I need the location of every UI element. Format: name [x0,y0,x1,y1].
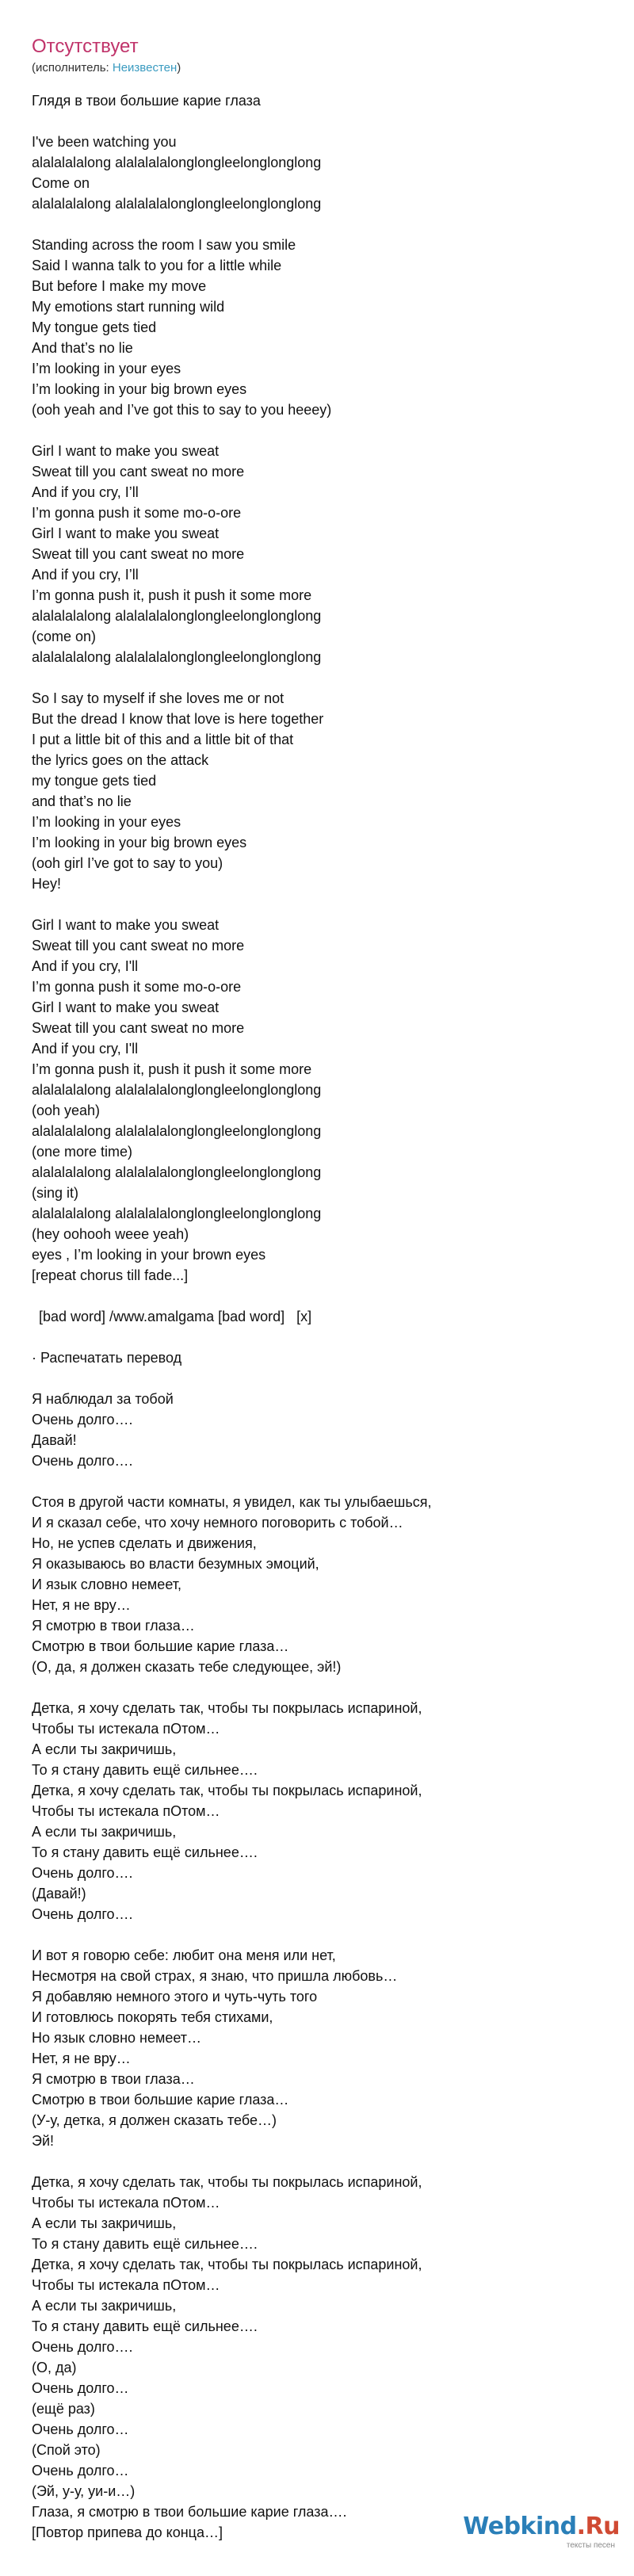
lyric-line: (ooh yeah) [32,1103,101,1118]
lyric-line: alalalalalong alalalalalonglongleelonglonglong [32,1164,322,1180]
print-translation-link[interactable]: · Распечатать перевод [32,1350,182,1366]
lyrics-heading: Глядя в твои большие карие глаза [32,93,261,109]
lyric-line: Очень долго…. [32,1865,133,1881]
lyric-line: Несмотря на свой страх, я знаю, что пришла любовь… [32,1968,398,1984]
lyric-line: alalalalalong alalalalalonglongleelonglonglong [32,608,322,624]
lyric-line: But the dread I know that love is here together [32,711,324,727]
lyric-line: (hey oohooh weee yeah) [32,1226,189,1242]
lyric-line: То я стану давить ещё сильнее…. [32,1844,258,1860]
lyric-line: the lyrics goes on the attack [32,752,209,768]
lyric-line: And if you cry, I’ll [32,567,139,583]
lyric-line: Глаза, я смотрю в твои большие карие глаза…. [32,2504,347,2520]
lyric-line: Sweat till you cant sweat no more [32,938,245,954]
lyric-line: eyes , I’m looking in your brown eyes [32,1247,266,1263]
stanza-gap [32,667,618,688]
source-credit-line: [bad word] /www.amalgama [bad word] [x] [35,1309,312,1324]
lyric-line: And if you cry, I'll [32,1041,139,1057]
lyric-line: And if you cry, I'll [32,958,139,974]
lyric-line: Said I wanna talk to you for a little while [32,258,282,273]
lyric-line: Давай! [32,1432,77,1448]
lyric-line: [Повтор припева до конца…] [32,2524,223,2540]
stanza-gap [32,420,618,441]
lyric-line: Я добавляю немного этого и чуть-чуть того [32,1989,318,2005]
lyric-line: Чтобы ты истекала пОтом… [32,1803,220,1819]
translated-lyrics [32,1389,618,2543]
lyric-line: Я оказываюсь во власти безумных эмоций, [32,1556,319,1572]
lyric-line: Я наблюдал за тобой [32,1391,174,1407]
artist-link[interactable]: Неизвестен [112,61,178,75]
lyric-line: Чтобы ты истекала пОтом… [32,2277,220,2293]
lyric-line: (Эй, у-у, уи-и…) [32,2483,136,2499]
artist-line [32,60,618,76]
lyric-line: Очень долго… [32,2463,129,2479]
stanza [32,441,618,667]
lyric-line: А если ты закричишь, [32,1741,177,1757]
lyric-line: alalalalalong alalalalalonglongleelonglonglong [32,649,322,665]
stanza [32,1698,618,1924]
original-lyrics [32,132,618,1286]
stanza-gap [32,1471,618,1492]
stanza [32,132,618,214]
lyric-line: Sweat till you cant sweat no more [32,1020,245,1036]
lyric-line: Standing across the room I saw you smile [32,237,296,253]
lyric-line: (sing it) [32,1185,79,1201]
lyric-line: Очень долго… [32,2421,129,2437]
artist-suffix: ) [177,61,181,75]
lyric-line: and that’s no lie [32,793,132,809]
stanza-gap [32,1286,618,1306]
stanza [32,235,618,420]
lyrics-body [32,90,618,2543]
lyric-line: [repeat chorus till fade...] [32,1267,189,1283]
lyric-line: Очень долго…. [32,1412,133,1428]
stanza-gap [32,1924,618,1945]
lyric-line: I’m looking in your eyes [32,814,181,830]
lyric-line: Детка, я хочу сделать так, чтобы ты покрылась испариной, [32,1783,422,1798]
lyric-line: (ooh girl I’ve got to say to you) [32,855,223,871]
artist-prefix: (исполнитель: [32,61,113,75]
lyric-line: (ещё раз) [32,2401,95,2417]
stanza [32,915,618,1286]
stanza [32,2172,618,2543]
lyric-line: Но, не успев сделать и движения, [32,1535,257,1551]
print-translation-row [32,1347,618,1368]
lyric-line: Чтобы ты истекала пОтом… [32,1721,220,1737]
lyric-line: Я смотрю в твои глаза… [32,2071,195,2087]
lyric-line: I’m gonna push it, push it push it some more [32,1061,312,1077]
lyric-line: I’m looking in your eyes [32,361,181,376]
lyric-line: My tongue gets tied [32,319,157,335]
lyric-line: I put a little bit of this and a little bit of that [32,732,294,747]
lyric-line: Детка, я хочу сделать так, чтобы ты покрылась испариной, [32,1700,422,1716]
lyric-line: I’m gonna push it some mo-o-ore [32,505,242,521]
stanza-gap [32,111,618,132]
lyric-line: I’m looking in your big brown eyes [32,381,247,397]
lyric-line: Смотрю в твои большие карие глаза… [32,1638,289,1654]
lyric-line: Смотрю в твои большие карие глаза… [32,2092,289,2108]
lyric-line: (Давай!) [32,1886,86,1901]
lyric-line: Очень долго…. [32,2339,133,2355]
lyric-line: То я стану давить ещё сильнее…. [32,1762,258,1778]
lyric-line: Hey! [32,876,62,892]
lyric-line: alalalalalong alalalalalonglongleelonglonglong [32,1206,322,1221]
lyric-line: Sweat till you cant sweat no more [32,464,245,480]
lyric-line: Girl I want to make you sweat [32,999,220,1015]
lyric-line: But before I make my move [32,278,207,294]
lyric-line: То я стану давить ещё сильнее…. [32,2318,258,2334]
lyric-line: А если ты закричишь, [32,1824,177,1840]
lyric-line: I’m gonna push it, push it push it some more [32,587,312,603]
lyric-line: I’m gonna push it some mo-o-ore [32,979,242,995]
lyric-line: (О, да) [32,2360,77,2375]
lyric-line: И готовлюсь покорять тебя стихами, [32,2009,273,2025]
stanza [32,688,618,894]
lyric-line: Чтобы ты истекала пОтом… [32,2195,220,2211]
lyric-line: And that’s no lie [32,340,133,356]
lyric-line: (one more time) [32,1144,133,1160]
lyrics-page [32,35,618,2543]
lyric-line: I've been watching you [32,134,177,150]
stanza-gap [32,1677,618,1698]
lyric-line: Нет, я не вру… [32,2050,131,2066]
lyric-line: (У-у, детка, я должен сказать тебе…) [32,2112,277,2128]
lyric-line: Sweat till you cant sweat no more [32,546,245,562]
stanza [32,1945,618,2151]
lyric-line: My emotions start running wild [32,299,225,315]
lyric-line: И я сказал себе, что хочу немного поговорить с тобой… [32,1515,403,1531]
lyric-line: alalalalalong alalalalalonglongleelonglonglong [32,196,322,212]
lyric-line: Очень долго… [32,2380,129,2396]
lyric-line: Детка, я хочу сделать так, чтобы ты покрылась испариной, [32,2257,422,2272]
logo-main-text: Webkind [463,2513,577,2540]
lyric-line: Girl I want to make you sweat [32,526,220,541]
stanza-gap [32,2151,618,2172]
lyric-line: А если ты закричишь, [32,2298,177,2314]
lyric-line: alalalalalong alalalalalonglongleelonglonglong [32,1082,322,1098]
lyric-line: I’m looking in your big brown eyes [32,835,247,850]
lyric-line: Come on [32,175,90,191]
lyric-line: alalalalalong alalalalalonglongleelonglonglong [32,155,322,170]
lyric-line: (ooh yeah and I’ve got this to say to you heeey) [32,402,332,418]
logo-subtitle: тексты песен [566,2541,615,2550]
lyric-line: Но язык словно немеет… [32,2030,202,2046]
lyric-line: alalalalalong alalalalalonglongleelonglonglong [32,1123,322,1139]
lyric-line: Я смотрю в твои глаза… [32,1618,195,1634]
stanza-gap [32,214,618,235]
stanza-gap [32,1368,618,1389]
lyric-line: Стоя в другой части комнаты, я увидел, как ты улыбаешься, [32,1494,432,1510]
lyric-line: So I say to myself if she loves me or not [32,690,285,706]
lyric-line: Girl I want to make you sweat [32,917,220,933]
lyric-line: (О, да, я должен сказать тебе следующее, эй!) [32,1659,342,1675]
lyric-line: А если ты закричишь, [32,2215,177,2231]
lyric-line: Детка, я хочу сделать так, чтобы ты покрылась испариной, [32,2174,422,2190]
site-logo[interactable] [453,2513,620,2560]
logo-tld-text: .Ru [576,2513,620,2540]
lyric-line: То я стану давить ещё сильнее…. [32,2236,258,2252]
lyric-line: Нет, я не вру… [32,1597,131,1613]
logo-wordmark [453,2513,620,2541]
lyric-line: Girl I want to make you sweat [32,443,220,459]
lyric-line: И язык словно немеет, [32,1577,181,1592]
lyric-line: И вот я говорю себе: любит она меня или нет, [32,1947,336,1963]
lyric-line: (Спой это) [32,2442,101,2458]
song-title: Отсутствует [32,36,139,57]
lyric-line: Очень долго…. [32,1906,133,1922]
lyric-line: (come on) [32,629,97,644]
stanza [32,1389,618,1471]
stanza [32,1492,618,1677]
lyric-line: my tongue gets tied [32,773,157,789]
lyric-line: And if you cry, I’ll [32,484,139,500]
stanza-gap [32,894,618,915]
lyric-line: Эй! [32,2133,54,2149]
lyric-line: Очень долго…. [32,1453,133,1469]
